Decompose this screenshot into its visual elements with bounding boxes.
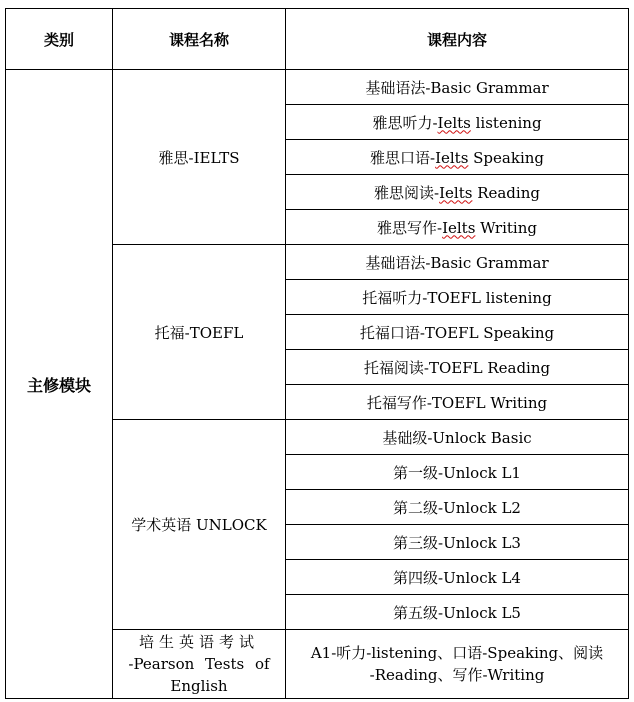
header-row (6, 9, 629, 70)
course-content-cell: 第五级-Unlock L5 (286, 595, 629, 630)
table-row (6, 70, 629, 105)
course-content-cell: 托福写作-TOEFL Writing (286, 385, 629, 420)
course-content-cell: 第四级-Unlock L4 (286, 560, 629, 595)
course-content-cell: 第二级-Unlock L2 (286, 490, 629, 525)
course-content-cell: 基础语法-Basic Grammar (286, 70, 629, 105)
course-name-pearson: 培生英语考试 -Pearson Tests of English (113, 630, 286, 699)
header-course-content: 课程内容 (286, 9, 629, 70)
course-content-cell: 基础语法-Basic Grammar (286, 245, 629, 280)
course-content-cell: 雅思口语-Ielts Speaking (286, 140, 629, 175)
course-content-cell: 雅思听力-Ielts listening (286, 105, 629, 140)
course-content-cell: 雅思阅读-Ielts Reading (286, 175, 629, 210)
category-cell: 主修模块 (6, 70, 113, 699)
course-content-cell: 托福听力-TOEFL listening (286, 280, 629, 315)
header-course-name: 课程名称 (113, 9, 286, 70)
course-content-pearson: A1-听力-listening、口语-Speaking、阅读 -Reading、写作-Writing (286, 630, 629, 699)
course-name-toefl: 托福-TOEFL (113, 245, 286, 420)
course-name-ielts: 雅思-IELTS (113, 70, 286, 245)
course-table (5, 8, 629, 699)
course-content-cell: 基础级-Unlock Basic (286, 420, 629, 455)
course-content-cell: 第一级-Unlock L1 (286, 455, 629, 490)
course-content-cell: 雅思写作-Ielts Writing (286, 210, 629, 245)
header-category: 类别 (6, 9, 113, 70)
course-content-cell: 第三级-Unlock L3 (286, 525, 629, 560)
course-name-unlock: 学术英语 UNLOCK (113, 420, 286, 630)
course-content-cell: 托福阅读-TOEFL Reading (286, 350, 629, 385)
course-content-cell: 托福口语-TOEFL Speaking (286, 315, 629, 350)
